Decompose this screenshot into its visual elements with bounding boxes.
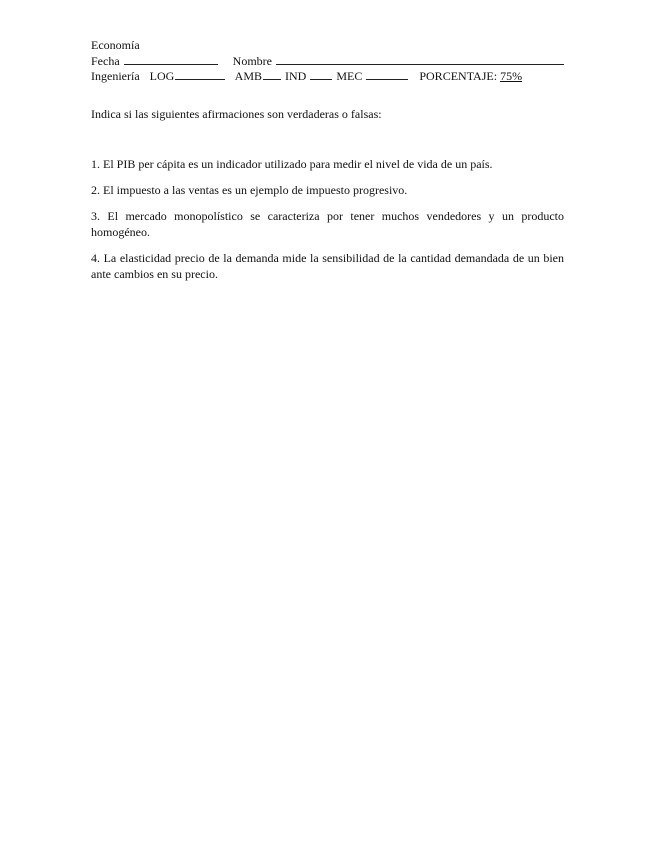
- log-label: LOG: [149, 69, 175, 83]
- statement-item: 1. El PIB per cápita es un indicador utilizado para medir el nivel de vida de un país.: [91, 157, 493, 171]
- statement-item: 3. El mercado monopolístico se caracteriza por tener muchos vendedores y un producto homogéneo.: [91, 209, 564, 239]
- mec-blank[interactable]: [366, 68, 408, 80]
- porcentaje-label: PORCENTAJE:: [419, 69, 498, 83]
- statement-item: 2. El impuesto a las ventas es un ejemplo de impuesto progresivo.: [91, 183, 408, 197]
- amb-blank[interactable]: [263, 68, 281, 80]
- statement-item: 4. La elasticidad precio de la demanda mide la sensibilidad de la cantidad demandada de un bien ante cambios en su precio.: [91, 251, 564, 281]
- ind-blank[interactable]: [310, 68, 332, 80]
- exam-sheet: [91, 38, 564, 292]
- ind-label: IND: [285, 69, 307, 83]
- fecha-nombre-line: [91, 53, 564, 68]
- mec-label: MEC: [336, 69, 363, 83]
- amb-label: AMB: [234, 69, 262, 83]
- fecha-label: Fecha: [91, 54, 120, 68]
- porcentaje-value: 75%: [500, 69, 523, 83]
- log-blank[interactable]: [175, 68, 225, 80]
- fecha-blank[interactable]: [124, 53, 218, 65]
- instruction-text: Indica si las siguientes afirmaciones son verdaderas o falsas:: [91, 107, 382, 121]
- nombre-blank[interactable]: [276, 53, 564, 65]
- ingenieria-line: [91, 68, 564, 83]
- nombre-label: Nombre: [232, 54, 272, 68]
- statement-list: [91, 156, 564, 282]
- subject-title: Economía: [91, 38, 140, 52]
- ingenieria-label: Ingeniería: [91, 69, 140, 83]
- subject-line: [91, 38, 564, 53]
